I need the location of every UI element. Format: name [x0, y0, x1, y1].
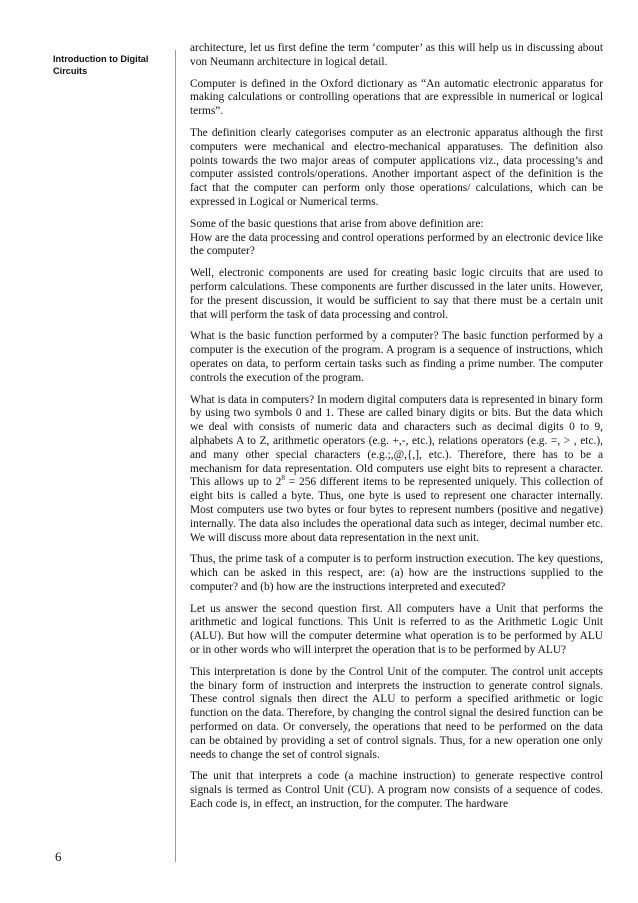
paragraph: Computer is defined in the Oxford dictionary as “An automatic electronic apparatus for making calculations or controlling operations that are expressible in numerical or logical terms”.: [190, 77, 603, 118]
sidebar-title: Introduction to Digital Circuits: [53, 54, 149, 76]
paragraph: Well, electronic components are used for creating basic logic circuits that are used to perform calculations. These components are further discussed in the later units. However, for the present discussion, it would be sufficient to say that there must be a certain unit that will perform the task of data processing and control.: [190, 267, 603, 321]
paragraph: What is the basic function performed by a computer? The basic function performed by a computer is the execution of the program. A program is a sequence of instructions, which operates on data, to perform certain tasks such as finding a prime number. The computer controls the execution of the program.: [190, 330, 603, 384]
paragraph: Let us answer the second question first. All computers have a Unit that performs the arithmetic and logical functions. This Unit is referred to as the Arithmetic Logic Unit (ALU). But how will the computer determine what operation is to be performed by ALU or in other words who will interpret the operation that is to be performed by ALU?: [190, 602, 603, 657]
paragraph: The definition clearly categorises computer as an electronic apparatus although the first computers were mechanical and electro-mechanical apparatuses. The definition also points towards the two major areas of computer applications viz., data processing’s and computer assisted controls/operations. Another important aspect of the definition is the fact that the computer can perform only those operations/ calculations, which can be expressed in Logical or Numerical terms.: [190, 126, 603, 208]
page-number: 6: [55, 849, 62, 864]
paragraph: This interpretation is done by the Control Unit of the computer. The control unit accepts the binary form of instruction and interprets the instruction to generate control signals. These control signals then direct the ALU to perform a specified arithmetic or logic function on the data. Therefore, by changing the control signal the desired function can be performed on data. Or conversely, the operations that need to be performed on the data can be obtained by providing a set of control signals. Thus, for a new operation one only needs to change the set of control signals.: [190, 665, 603, 761]
paragraph-text: = 256 different items to be represented uniquely. This collection of eight bits is called a byte. Thus, one byte is used to represent one character internally. Most computers use two bytes or four bytes to represent numbers (positive and negative) internally. The data also includes the operational data such as integer, decimal number etc. We will discuss more about data representation in the next unit.: [190, 476, 604, 544]
paragraph-text: What is data in computers? In modern digital computers data is represented in binary form by using two symbols 0 and 1. These are called binary digits or bits. But the data which we deal with consists of numeric data and characters such as decimal digits 0 to 9, alphabets A to Z, arithmetic operators (e.g. +,-, etc.), relations operators (e.g. =, > , etc.), and many other special characters (e.g.;,@,{,], etc.). Therefore, there has to be a mechanism for data representation. Old computers use eight bits to represent a character. This allows up to 2: [190, 393, 603, 489]
exponent: 8: [281, 474, 285, 483]
column-divider: [175, 50, 176, 862]
paragraph: The unit that interprets a code (a machine instruction) to generate respective control signals is termed as Control Unit (CU). A program now consists of a sequence of codes. Each code is, in effect, an instruction, for the computer. The hardware: [190, 770, 603, 811]
paragraph: architecture, let us first define the term ‘computer’ as this will help us in discussing about von Neumann architecture in logical detail.: [190, 42, 603, 68]
main-text: [190, 42, 603, 820]
paragraph: How are the data processing and control operations performed by an electronic device like the computer?: [190, 231, 603, 258]
paragraph: [190, 394, 603, 546]
paragraph: Thus, the prime task of a computer is to perform instruction execution. The key questions, which can be asked in this respect, are: (a) how are the instructions supplied to the computer? and (b) how are the instructions interpreted and executed?: [190, 553, 603, 593]
paragraph: Some of the basic questions that arise from above definition are:: [190, 217, 484, 230]
